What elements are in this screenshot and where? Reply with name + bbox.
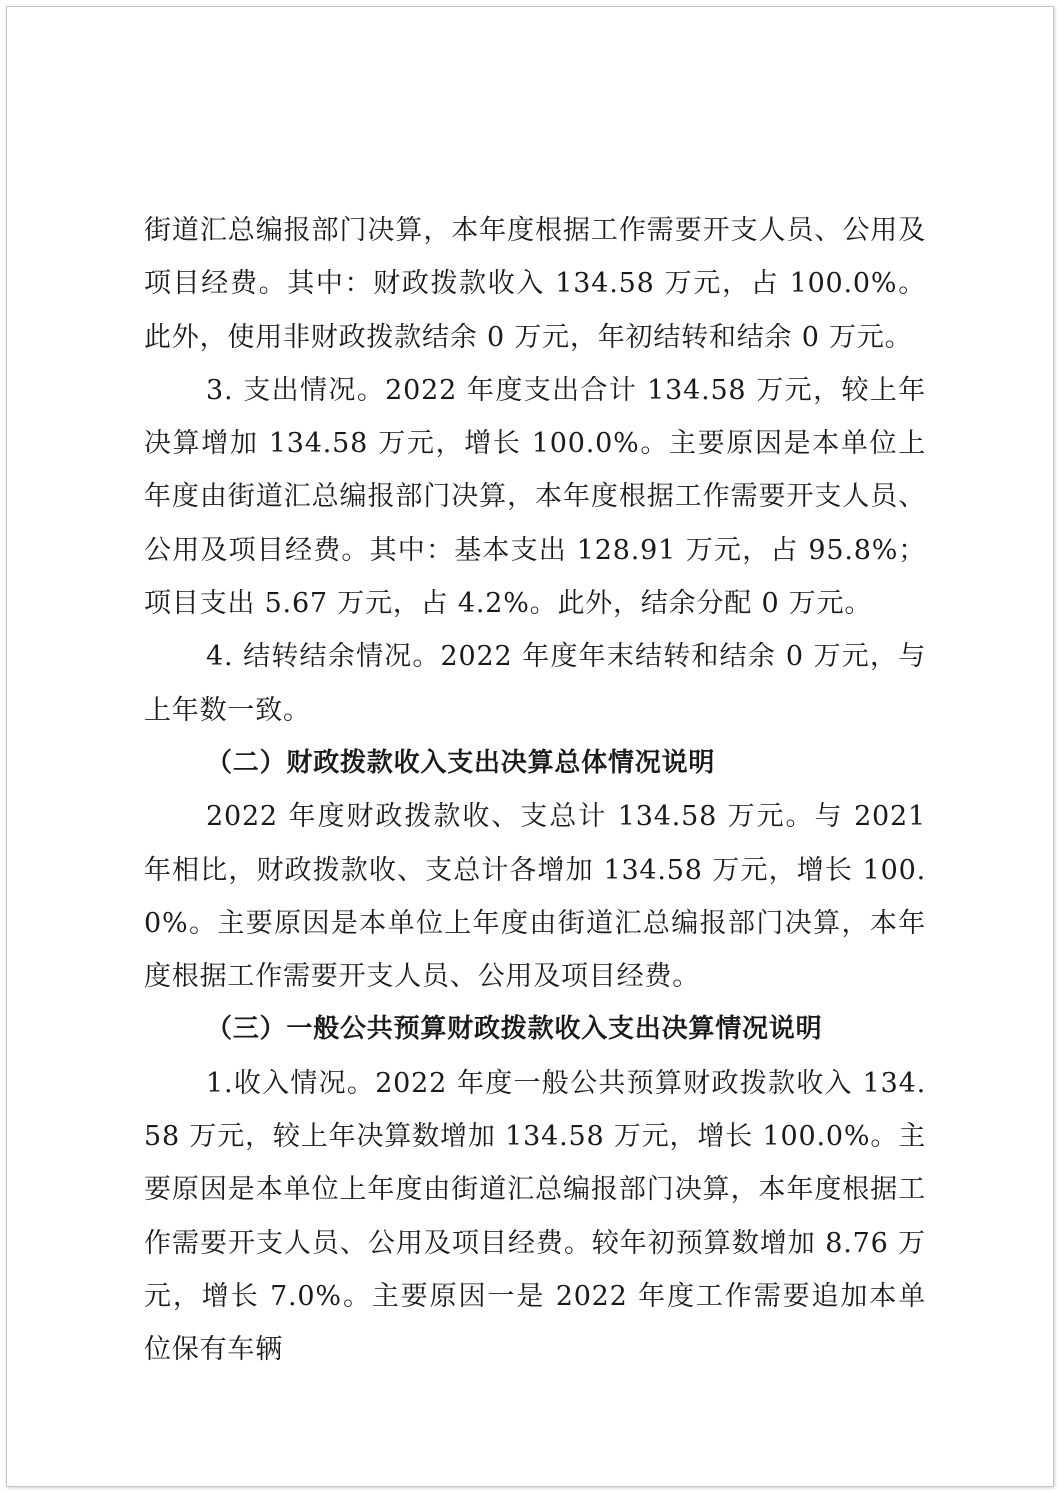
document-page <box>6 6 1054 1487</box>
paragraph-continuation: 街道汇总编报部门决算，本年度根据工作需要开支人员、公用及项目经费。其中：财政拨款收入 134.58 万元，占 100.0%。此外，使用非财政拨款结余 0 万元，年初结转和结余 0 万元。 <box>144 215 926 353</box>
paragraph-income: 1.收入情况。2022 年度一般公共预算财政拨款收入 134.58 万元，较上年决算数增加 134.58 万元，增长 100.0%。主要原因是本单位上年度由街道汇总编报部门决算，本年度根据工作需要开支人员、公用及项目经费。较年初预算数增加 8.76 万元，增长 7.0%。主要原因一是 2022 年度工作需要追加本单位保有车辆 <box>144 1067 926 1366</box>
section-heading-3: （三）一般公共预算财政拨款收入支出决算情况说明 <box>206 1014 823 1045</box>
document-body <box>144 204 926 1377</box>
paragraph-expenditure: 3. 支出情况。2022 年度支出合计 134.58 万元，较上年决算增加 134.58 万元，增长 100.0%。主要原因是本单位上年度由街道汇总编报部门决算，本年度根据工作需要开支人员、公用及项目经费。其中：基本支出 128.91 万元，占 95.8%；项目支出 5.67 万元，占 4.2%。此外，结余分配 0 万元。 <box>144 374 926 620</box>
paragraph-fiscal-total: 2022 年度财政拨款收、支总计 134.58 万元。与 2021 年相比，财政拨款收、支总计各增加 134.58 万元，增长 100.0%。主要原因是本单位上年度由街道汇总编报部门决算，本年度根据工作需要开支人员、公用及项目经费。 <box>144 801 926 993</box>
paragraph-carryover: 4. 结转结余情况。2022 年度年末结转和结余 0 万元，与上年数一致。 <box>144 641 926 726</box>
section-heading-2: （二）财政拨款收入支出决算总体情况说明 <box>206 747 716 778</box>
